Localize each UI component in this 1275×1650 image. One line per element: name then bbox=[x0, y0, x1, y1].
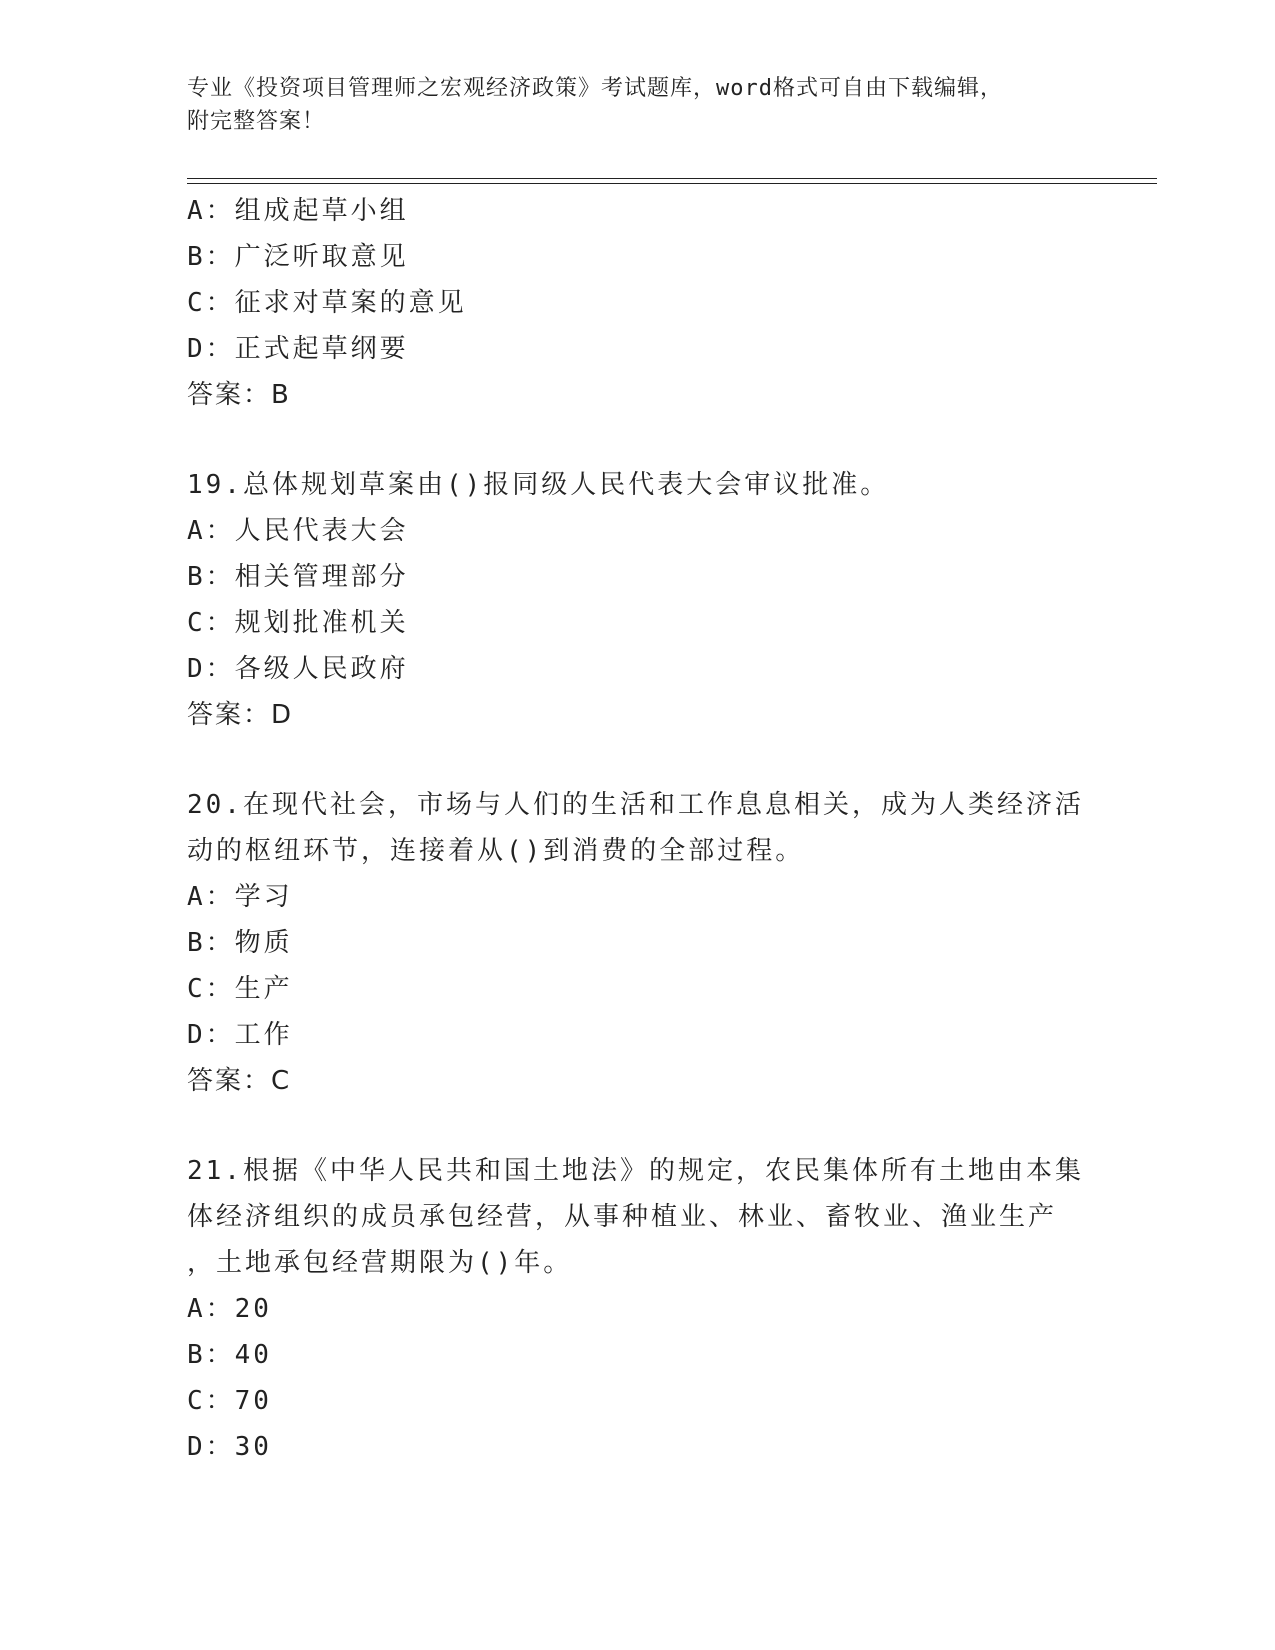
spacer bbox=[187, 1104, 1087, 1148]
question-18 bbox=[187, 188, 1087, 418]
question-stem: 20.在现代社会，市场与人们的生活和工作息息相关，成为人类经济活 bbox=[187, 790, 1084, 820]
option-c: C：征求对草案的意见 bbox=[187, 288, 467, 318]
document-header bbox=[187, 72, 1087, 138]
answer: 答案：B bbox=[187, 380, 291, 410]
option-a: A：人民代表大会 bbox=[187, 516, 409, 546]
answer: 答案：C bbox=[187, 1066, 292, 1096]
option-a: A：学习 bbox=[187, 882, 293, 912]
question-stem: ，土地承包经营期限为()年。 bbox=[187, 1248, 573, 1278]
question-stem: 21.根据《中华人民共和国土地法》的规定，农民集体所有土地由本集 bbox=[187, 1156, 1084, 1186]
option-b: B：物质 bbox=[187, 928, 293, 958]
option-b: B：相关管理部分 bbox=[187, 562, 409, 592]
question-stem: 动的枢纽环节，连接着从()到消费的全部过程。 bbox=[187, 836, 805, 866]
spacer bbox=[187, 418, 1087, 462]
spacer bbox=[187, 738, 1087, 782]
option-d: D：工作 bbox=[187, 1020, 293, 1050]
header-line-1: 专业《投资项目管理师之宏观经济政策》考试题库，word格式可自由下载编辑， bbox=[187, 76, 1003, 101]
option-b: B：广泛听取意见 bbox=[187, 242, 409, 272]
question-stem: 19.总体规划草案由()报同级人民代表大会审议批准。 bbox=[187, 470, 890, 500]
question-20 bbox=[187, 782, 1087, 1104]
option-d: D：30 bbox=[187, 1432, 272, 1462]
option-c: C：70 bbox=[187, 1386, 272, 1416]
option-c: C：生产 bbox=[187, 974, 293, 1004]
option-b: B：40 bbox=[187, 1340, 272, 1370]
option-a: A：组成起草小组 bbox=[187, 196, 409, 226]
option-a: A：20 bbox=[187, 1294, 272, 1324]
option-d: D：各级人民政府 bbox=[187, 654, 409, 684]
question-21 bbox=[187, 1148, 1087, 1470]
question-19 bbox=[187, 462, 1087, 738]
question-stem: 体经济组织的成员承包经营，从事种植业、林业、畜牧业、渔业生产 bbox=[187, 1202, 1058, 1232]
option-d: D：正式起草纲要 bbox=[187, 334, 409, 364]
answer: 答案：D bbox=[187, 700, 294, 730]
header-divider bbox=[187, 178, 1157, 184]
option-c: C：规划批准机关 bbox=[187, 608, 409, 638]
header-line-2: 附完整答案！ bbox=[187, 109, 326, 134]
question-list bbox=[187, 188, 1087, 1470]
